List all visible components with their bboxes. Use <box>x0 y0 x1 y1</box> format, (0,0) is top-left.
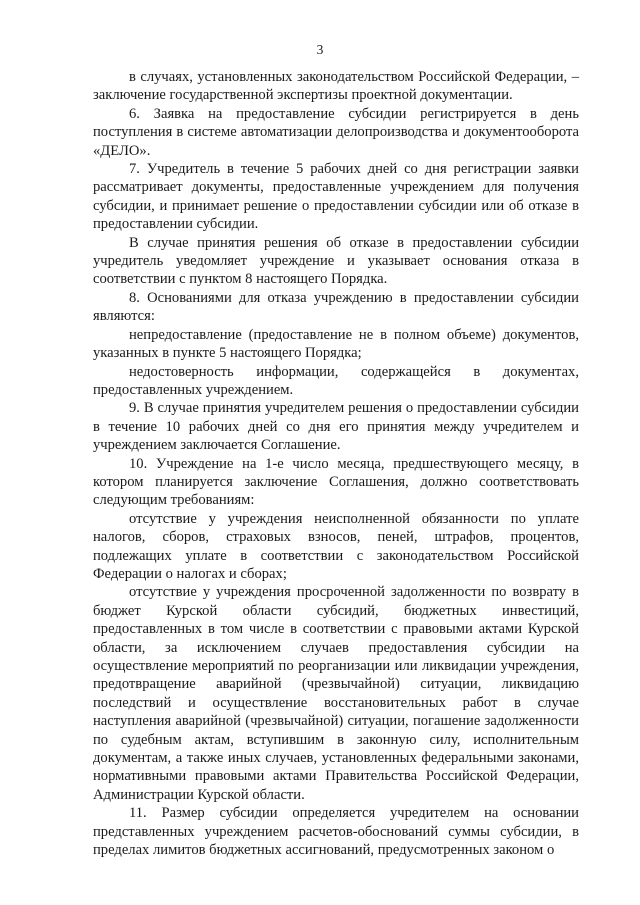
paragraph-requirement-2: отсутствие у учреждения просроченной задолженности по возврату в бюджет Курской области субсидий, бюджетных инвестиций, предоставленных в том числе в соответствии с правовыми актами Курской области, за исключением случаев предоставления субсидии на осуществление мероприятий по реорганизации или ликвидации учреждения, предотвращение аварийной (чрезвычайной) ситуации, ликвидацию последствий и осуществление восстановительных работ в случае наступления аварийной (чрезвычайной) ситуации, погашение задолженности по судебным актам, вступившим в законную силу, исполнительным документам, а также иных случаев, установленных федеральными законами, нормативными правовыми актами Правительства Российской Федерации, Администрации Курской области. <box>93 584 579 803</box>
paragraph-item-10: 10. Учреждение на 1-е число месяца, предшествующего месяцу, в котором планируется заключение Соглашения, должно соответствовать следующим требованиям: <box>93 455 579 509</box>
paragraph-refusal-ground-1: непредоставление (предоставление не в полном объеме) документов, указанных в пункте 5 настоящего Порядка; <box>93 326 579 362</box>
paragraph-refusal-ground-2: недостоверность информации, содержащейся в документах, предоставленных учреждением. <box>93 363 579 398</box>
page-number: 3 <box>316 42 324 57</box>
paragraph-item-9: 9. В случае принятия учредителем решения о предоставлении субсидии в течение 10 рабочих дней со дня его принятия между учредителем и учреждением заключается Соглашение. <box>93 400 579 454</box>
paragraph-requirement-1: отсутствие у учреждения неисполненной обязанности по уплате налогов, сборов, страховых взносов, пеней, штрафов, процентов, подлежащих уплате в соответствии с законодательством Российской Федерации о налогах и сборах; <box>93 510 579 582</box>
paragraph-refusal-notice: В случае принятия решения об отказе в предоставлении субсидии учредитель уведомляет учреждение и указывает основания отказа в соответствии с пунктом 8 настоящего Порядка. <box>93 234 579 288</box>
paragraph-item-11: 11. Размер субсидии определяется учредителем на основании представленных учреждением расчетов-обоснований суммы субсидии, в пределах лимитов бюджетных ассигнований, предусмотренных законом о <box>93 805 579 859</box>
paragraph-continuation: в случаях, установленных законодательством Российской Федерации, – заключение государственной экспертизы проектной документации. <box>93 69 579 104</box>
paragraph-item-6: 6. Заявка на предоставление субсидии регистрируется в день поступления в системе автоматизации делопроизводства и документооборота «ДЕЛО». <box>93 105 579 159</box>
document-body <box>93 68 579 859</box>
paragraph-item-7: 7. Учредитель в течение 5 рабочих дней со дня регистрации заявки рассматривает документы, предоставленные учреждением для получения субсидии, и принимает решение о предоставлении субсидии или об отказе в предоставлении субсидии. <box>93 161 579 233</box>
paragraph-item-8: 8. Основаниями для отказа учреждению в предоставлении субсидии являются: <box>93 289 579 325</box>
